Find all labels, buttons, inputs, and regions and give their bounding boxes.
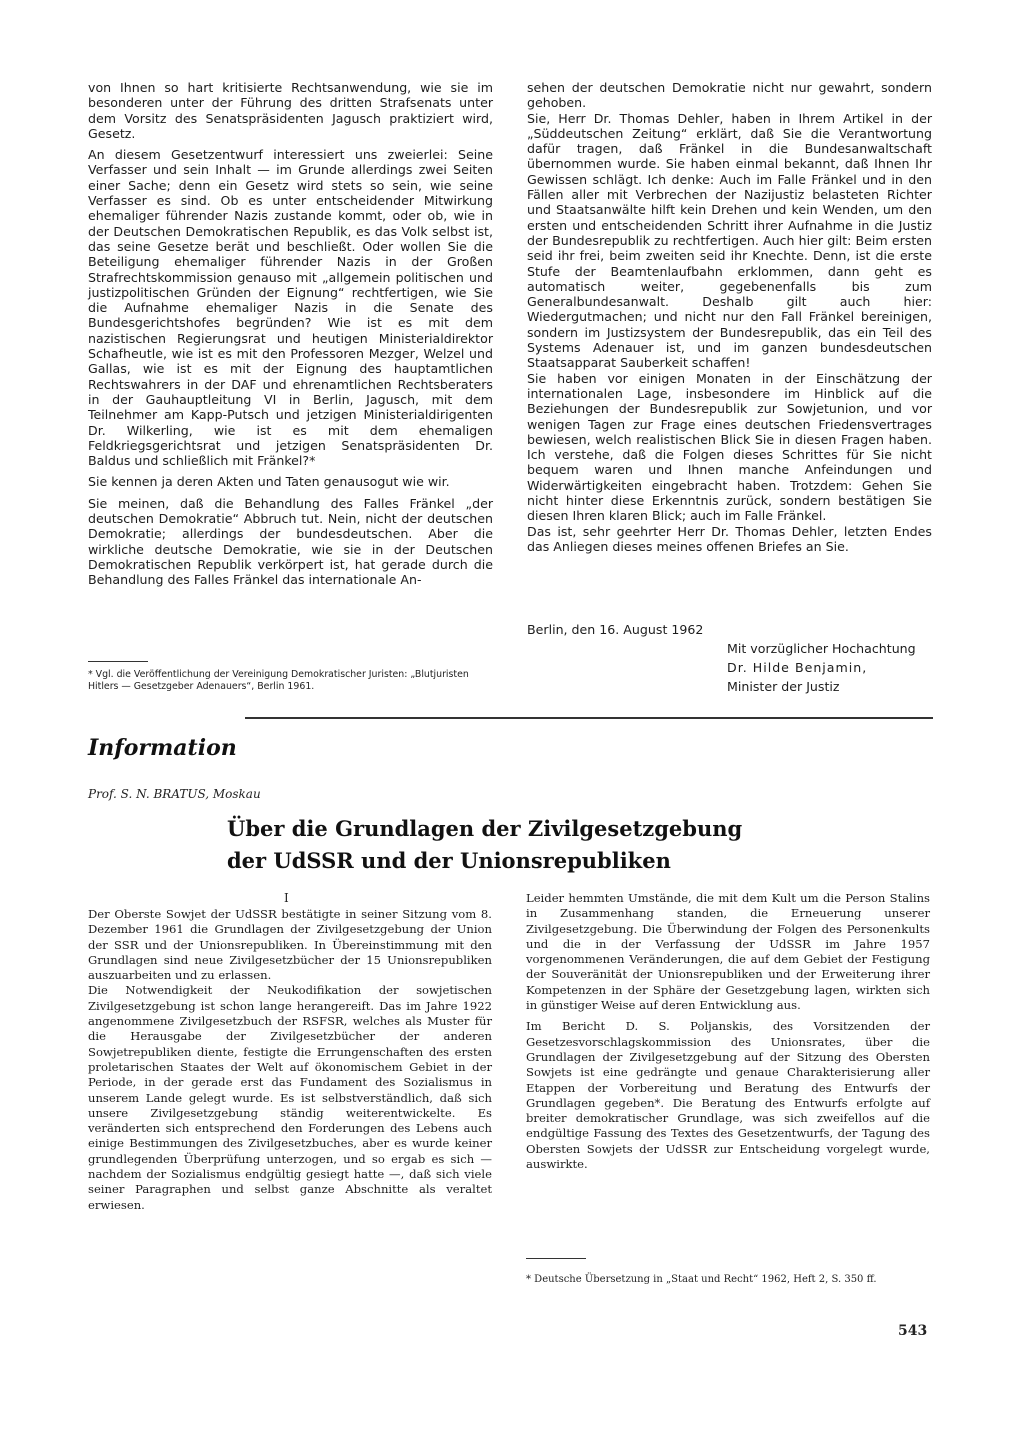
- letter-paragraph: Sie, Herr Dr. Thomas Dehler, haben in Ihrem Artikel in der „Süddeutschen Zeitung“ erklärt, daß Sie die Verantwortung dafür tragen, daß Fränkel in die Bundesanwaltschaft übernommen wurde. Sie haben einmal bekannt, daß Ihnen Ihr Gewissen schlägt. Ich denke: Auch im Falle Fränkel und in den Fällen aller mit Verbrechen der Nazijustiz belasteten Richter und Staatsanwälte hilft kein Drehen und kein Wenden, um den ersten und entscheidenden Schritt ihrer Aufnahme in die Justiz der Bundesrepublik zu rechtfertigen. Auch hier gilt: Beim ersten seid ihr frei, beim zweiten seid ihr Knechte. Denn, ist die erste Stufe der Beamtenlaufbahn erklommen, dann geht es automatisch weiter, gegebenenfalls bis zum Generalbundesanwalt. Deshalb gilt auch hier: Wiedergutmachen; und nicht nur den Fall Fränkel bereinigen, sondern im Justizsystem der Bundesrepublik, das ein Teil des Systems Adenauer ist, und im ganzen bundesdeutschen Staatsapparat Sauberkeit schaffen!: [527, 110, 932, 371]
- letter-left-column: [88, 80, 493, 588]
- signer-name: Dr. Hilde Benjamin,: [727, 660, 868, 675]
- article-title-line-2: der UdSSR und der Unionsrepubliken: [227, 848, 671, 873]
- article-paragraph: Leider hemmten Umstände, die mit dem Kult um die Person Stalins in Zusammenhang standen, die Erneuerung unserer Zivilgesetzgebung. Die Überwindung der Folgen des Personenkults und die in der Verfassung der UdSSR im Jahre 1957 vorgenommenen Veränderungen, die auf dem Gebiet der Festigung der Souveränität der Unionsrepubliken und der Erweiterung ihrer Kompetenzen in der Sphäre der Gesetzgebung lagen, wirkten sich in günstiger Weise auf deren Entwicklung aus.: [526, 891, 930, 1013]
- letter-paragraph: Das ist, sehr geehrter Herr Dr. Thomas Dehler, letzten Endes das Anliegen dieses meines offenen Briefes an Sie.: [527, 523, 932, 554]
- letter-paragraph: Sie meinen, daß die Behandlung des Falles Fränkel „der deutschen Demokratie“ Abbruch tut. Nein, nicht der deutschen Demokratie; allerdings der bundesdeutschen. Aber die wirkliche deutsche Demokratie, wie sie in der Deutschen Demokratischen Republik verkörpert ist, hat gerade durch die Behandlung des Falles Fränkel das internationale An-: [88, 495, 493, 588]
- article-paragraph: Der Oberste Sowjet der UdSSR bestätigte in seiner Sitzung vom 8. Dezember 1961 die Grundlagen der Zivilgesetzgebung der Union der SSR und der Unionsrepubliken. In Übereinstimmung mit den Grundlagen sind neue Zivilgesetzbücher der 15 Unionsrepubliken auszuarbeiten und zu erlassen.: [88, 907, 492, 983]
- article-right-column: [526, 891, 930, 1172]
- article-paragraph: Die Notwendigkeit der Neukodifikation der sowjetischen Zivilgesetzgebung ist schon lange herangereift. Das im Jahre 1922 angenommene Zivilgesetzbuch der RSFSR, welches als Muster für die Herausgabe der Zivilgesetzbücher der anderen Sowjetrepubliken diente, festigte die Errungenschaften des ersten proletarischen Staates der Welt auf ökonomischem Gebiet in der Periode, in der gerade erst das Fundament des Sozialismus in unserem Lande gelegt wurde. Es ist selbstverständlich, daß sich unsere Zivilgesetzgebung ständig weiterentwickelte. Es veränderten sich entsprechend den Forderungen des Lebens auch einige Bestimmungen des Zivilgesetzbuches, aber es wurde keiner grundlegenden Überprüfung unterzogen, und so ergab es sich — nachdem der Sozialismus endgültig gesiegt hatte —, daß sich viele seiner Paragraphen und selbst ganze Abschnitte als veraltet erwiesen.: [88, 983, 492, 1212]
- letter-closing: Mit vorzüglicher Hochachtung: [727, 641, 916, 656]
- article-paragraph: Im Bericht D. S. Poljanskis, des Vorsitzenden der Gesetzesvorschlagskommission des Unionsrates, über die Grundlagen der Zivilgesetzgebung auf der Sitzung des Obersten Sowjets ist eine gedrängte und genaue Charakterisierung aller Etappen der Vorbereitung und Beratung des Entwurfs der Grundlagen gegeben*. Die Beratung des Entwurfs erfolgte auf breiter demokratischer Grundlage, was sich zweifellos auf die endgültige Fassung des Textes des Gesetzentwurfs, der Tagung des Obersten Sowjets der UdSSR zur Entscheidung vorgelegt wurde, auswirkte.: [526, 1019, 930, 1172]
- letter-right-column: [527, 80, 932, 554]
- article-title-line-1: Über die Grundlagen der Zivilgesetzgebung: [227, 816, 743, 841]
- footnote-divider: [88, 661, 148, 662]
- section-divider: [245, 717, 933, 719]
- footnote-divider: [526, 1258, 586, 1259]
- letter-left-footnote: * Vgl. die Veröffentlichung der Vereinigung Demokratischer Juristen: „Blutjuristen Hitlers — Gesetzgeber Adenauers“, Berlin 1961.: [88, 669, 469, 692]
- letter-paragraph: Sie haben vor einigen Monaten in der Einschätzung der internationalen Lage, insbesondere im Hinblick auf die Beziehungen der Bundesrepublik zur Sowjetunion, und vor wenigen Tagen zur Frage eines deutschen Friedensvertrages bewiesen, welch realistischen Blick Sie in diesen Fragen haben. Ich verstehe, daß die Folgen dieses Schrittes für Sie nicht bequem waren und Ihnen manche Anfeindungen und Widerwärtigkeiten eingebracht haben. Trotzdem: Gehen Sie nicht hinter diese Erkenntnis zurück, sondern bestätigen Sie diesen Ihren klaren Blick; auch im Falle Fränkel.: [527, 370, 932, 524]
- signer-title: Minister der Justiz: [727, 679, 840, 694]
- letter-paragraph: Sie kennen ja deren Akten und Taten genausogut wie wir.: [88, 474, 450, 490]
- article-right-footnote: * Deutsche Übersetzung in „Staat und Recht“ 1962, Heft 2, S. 350 ff.: [526, 1274, 877, 1285]
- page-number: 543: [898, 1323, 928, 1339]
- article-author: Prof. S. N. BRATUS, Moskau: [88, 787, 261, 801]
- section-number: I: [284, 891, 289, 905]
- section-heading: Information: [88, 735, 237, 761]
- letter-paragraph: An diesem Gesetzentwurf interessiert uns zweierlei: Seine Verfasser und sein Inhalt — im Grunde allerdings zwei Seiten einer Sache; denn ein Gesetz wird stets so sein, wie seine Verfasser es sind. Ob es unter entscheidender Mitwirkung ehemaliger führender Nazis zustande kommt, oder ob, wie in der Deutschen Demokratischen Republik, es das Volk selbst ist, das seine Gesetze berät und beschließt. Oder wollen Sie die Beteiligung ehemaliger führender Nazis in der Großen Strafrechtskommission genauso mit „allgemein politischen und justizpolitischen Gründen der Eignung“ rechtfertigen, wie Sie die Aufnahme ehemaliger Nazis in die Senate des Bundesgerichtshofes begründen? Wie ist es mit dem nazistischen Regierungsrat und heutigen Ministerialdirektor Schafheutle, wie ist es mit den Professoren Mezger, Welzel und Gallas, wie ist es mit der Eignung des hauptamtlichen Rechtswahrers in der DAF und ehrenamtlichen Rechtsberaters in der Gauhauptleitung VI in Berlin, Jagusch, mit dem Teilnehmer am Kapp-Putsch und jetzigen Ministerialdirigenten Dr. Wilkerling, wie ist es mit dem ehemaligen Feldkriegsgerichtsrat und jetzigen Senatspräsidenten Dr. Baldus und schließlich mit Fränkel?*: [88, 147, 493, 469]
- article-left-column: [88, 907, 492, 1213]
- letter-paragraph: von Ihnen so hart kritisierte Rechtsanwendung, wie sie im besonderen unter der Führung des dritten Strafsenats unter dem Vorsitz des Senatspräsidenten Jagusch praktiziert wird, Gesetz.: [88, 80, 493, 141]
- letter-date: Berlin, den 16. August 1962: [527, 622, 704, 637]
- letter-paragraph: sehen der deutschen Demokratie nicht nur gewahrt, sondern gehoben.: [527, 80, 932, 111]
